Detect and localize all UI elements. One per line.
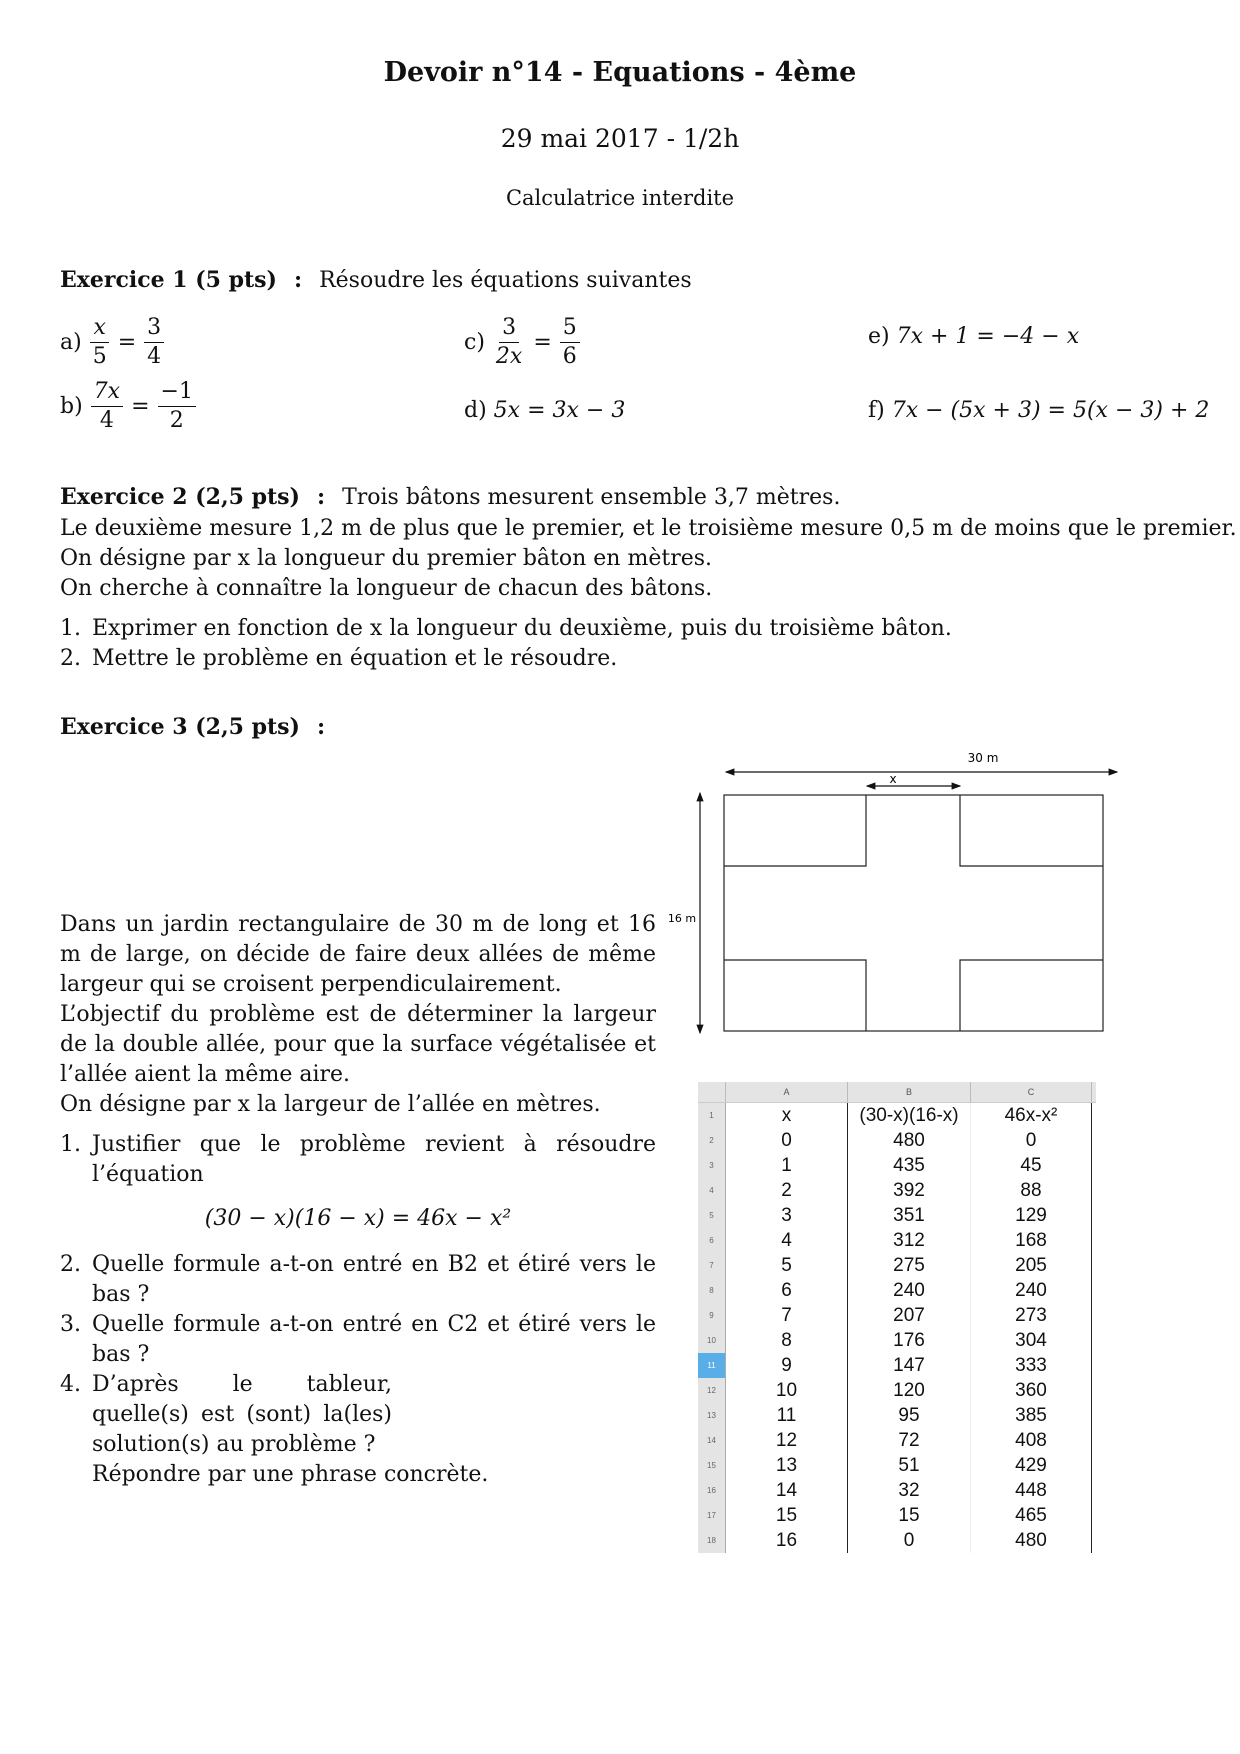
- numerator: 5: [560, 314, 580, 343]
- numerator: 3: [144, 314, 164, 343]
- row-number[interactable]: 5: [698, 1203, 726, 1228]
- cell-c[interactable]: 408: [971, 1428, 1092, 1453]
- cell-c[interactable]: 429: [971, 1453, 1092, 1478]
- exercise-1-title: Exercice 1 (5 pts): [60, 267, 277, 293]
- number: 4.: [60, 1372, 81, 1397]
- table-row: [698, 1428, 1096, 1453]
- cell-a[interactable]: 7: [726, 1303, 848, 1328]
- label: a): [60, 330, 82, 355]
- column-header-c[interactable]: C: [971, 1082, 1092, 1102]
- label: d): [464, 398, 487, 423]
- text: Mettre le problème en équation et le résoudre.: [92, 646, 618, 671]
- cell-b[interactable]: 207: [848, 1303, 971, 1328]
- expression: 7x + 1 = −4 − x: [896, 324, 1080, 349]
- row-number[interactable]: 2: [698, 1128, 726, 1153]
- cell-a[interactable]: x: [726, 1103, 848, 1128]
- cell-a[interactable]: 8: [726, 1328, 848, 1353]
- table-row: [698, 1378, 1096, 1403]
- cell-a[interactable]: 13: [726, 1453, 848, 1478]
- cell-b[interactable]: 0: [848, 1528, 971, 1553]
- cell-a[interactable]: 15: [726, 1503, 848, 1528]
- row-number[interactable]: 4: [698, 1178, 726, 1203]
- cell-b[interactable]: 72: [848, 1428, 971, 1453]
- cell-b[interactable]: 312: [848, 1228, 971, 1253]
- cell-c[interactable]: 129: [971, 1203, 1092, 1228]
- row-number[interactable]: 18: [698, 1528, 726, 1553]
- cell-a[interactable]: 3: [726, 1203, 848, 1228]
- table-row: [698, 1503, 1096, 1528]
- cell-b[interactable]: 275: [848, 1253, 971, 1278]
- row-number[interactable]: 3: [698, 1153, 726, 1178]
- table-row: [698, 1453, 1096, 1478]
- garden-outline: [724, 795, 1103, 1031]
- question-3: [60, 1310, 656, 1370]
- cell-c[interactable]: 273: [971, 1303, 1092, 1328]
- numerator: −1: [158, 378, 196, 407]
- expression: 5x = 3x − 3: [493, 398, 626, 423]
- row-number[interactable]: 12: [698, 1378, 726, 1403]
- table-row: [698, 1103, 1096, 1128]
- cell-c[interactable]: 46x-x²: [971, 1103, 1092, 1128]
- height-label: 16 m: [667, 912, 697, 925]
- denominator: 2x: [495, 344, 523, 369]
- cell-c[interactable]: 88: [971, 1178, 1092, 1203]
- table-row: [698, 1328, 1096, 1353]
- equals: =: [131, 394, 150, 419]
- alley-label: x: [889, 772, 897, 786]
- cell-c[interactable]: 205: [971, 1253, 1092, 1278]
- row-number[interactable]: 11: [698, 1353, 726, 1378]
- cell-b[interactable]: 15: [848, 1503, 971, 1528]
- table-row: [698, 1478, 1096, 1503]
- table-row: [698, 1278, 1096, 1303]
- cell-b[interactable]: 480: [848, 1128, 971, 1153]
- cell-b[interactable]: 240: [848, 1278, 971, 1303]
- width-label: 30 m: [967, 751, 999, 765]
- equals: =: [533, 330, 552, 355]
- cell-b[interactable]: 32: [848, 1478, 971, 1503]
- exercise-3-title: Exercice 3 (2,5 pts): [60, 714, 300, 740]
- exam-date: 29 mai 2017 - 1/2h: [500, 124, 740, 153]
- exercise-2-intro: Trois bâtons mesurent ensemble 3,7 mètres.: [342, 485, 841, 510]
- colon: :: [293, 267, 303, 293]
- row-number[interactable]: 16: [698, 1478, 726, 1503]
- label: c): [464, 330, 485, 355]
- cell-b[interactable]: 176: [848, 1328, 971, 1353]
- cell-b[interactable]: 95: [848, 1403, 971, 1428]
- cell-b[interactable]: 351: [848, 1203, 971, 1228]
- cell-a[interactable]: 10: [726, 1378, 848, 1403]
- cell-a[interactable]: 9: [726, 1353, 848, 1378]
- row-number[interactable]: 15: [698, 1453, 726, 1478]
- row-number[interactable]: 7: [698, 1253, 726, 1278]
- table-row: [698, 1228, 1096, 1253]
- calculator-note: Calculatrice interdite: [505, 186, 735, 210]
- exercise-2-title: Exercice 2 (2,5 pts): [60, 484, 300, 510]
- text-line: On cherche à connaître la longueur de chacun des bâtons.: [60, 576, 713, 601]
- numerator: 3: [499, 314, 519, 343]
- cell-c[interactable]: 45: [971, 1153, 1092, 1178]
- cell-b[interactable]: (30-x)(16-x): [848, 1103, 971, 1128]
- cell-a[interactable]: 16: [726, 1528, 848, 1553]
- label: b): [60, 394, 83, 419]
- cell-c[interactable]: 465: [971, 1503, 1092, 1528]
- colon: :: [316, 714, 326, 740]
- row-number[interactable]: 6: [698, 1228, 726, 1253]
- number: 2.: [60, 646, 81, 671]
- cell-a[interactable]: 11: [726, 1403, 848, 1428]
- cell-b[interactable]: 120: [848, 1378, 971, 1403]
- question-4-instruction: Répondre par une phrase concrète.: [92, 1462, 489, 1487]
- text: Quelle formule a-t-on entré en C2 et étiré vers le bas ?: [92, 1312, 656, 1367]
- denominator: 4: [99, 408, 114, 433]
- equals: =: [117, 330, 137, 355]
- text: D’après le tableur, quelle(s) est (sont) la(les) solution(s) au problème ?: [92, 1372, 392, 1457]
- cell-c[interactable]: 480: [971, 1528, 1092, 1553]
- cell-b[interactable]: 51: [848, 1453, 971, 1478]
- text: Exprimer en fonction de x la longueur du deuxième, puis du troisième bâton.: [92, 616, 952, 641]
- exercise-1-instruction: Résoudre les équations suivantes: [319, 268, 692, 293]
- expression: 7x − (5x + 3) = 5(x − 3) + 2: [891, 398, 1210, 423]
- question-4: [60, 1370, 656, 1460]
- cell-a[interactable]: 14: [726, 1478, 848, 1503]
- colon: :: [316, 484, 326, 510]
- row-number[interactable]: 8: [698, 1278, 726, 1303]
- denominator: 4: [147, 344, 162, 369]
- row-number[interactable]: 1: [698, 1103, 726, 1128]
- table-row: [698, 1153, 1096, 1178]
- cell-c[interactable]: 333: [971, 1353, 1092, 1378]
- column-header-a[interactable]: A: [726, 1082, 848, 1102]
- table-row: [698, 1403, 1096, 1428]
- row-number[interactable]: 13: [698, 1403, 726, 1428]
- table-row: [698, 1203, 1096, 1228]
- cell-a[interactable]: 5: [726, 1253, 848, 1278]
- label: f): [868, 398, 885, 423]
- denominator: 5: [92, 344, 107, 369]
- numerator: 7x: [93, 379, 121, 404]
- paragraph: Dans un jardin rectangulaire de 30 m de long et 16 m de large, on décide de faire deux allées de même largeur qui se croisent perpendiculairement.: [60, 912, 656, 997]
- cell-c[interactable]: 0: [971, 1128, 1092, 1153]
- table-row: [698, 1128, 1096, 1153]
- page-title: Devoir n°14 - Equations - 4ème: [383, 57, 857, 88]
- spreadsheet: [698, 1082, 1096, 1553]
- question-1: [60, 1130, 656, 1190]
- row-number[interactable]: 14: [698, 1428, 726, 1453]
- cell-b[interactable]: 435: [848, 1153, 971, 1178]
- table-row: [698, 1178, 1096, 1203]
- cell-a[interactable]: 0: [726, 1128, 848, 1153]
- label: e): [868, 324, 890, 349]
- row-number[interactable]: 10: [698, 1328, 726, 1353]
- equation: (30 − x)(16 − x) = 46x − x²: [204, 1206, 512, 1231]
- table-row: [698, 1528, 1096, 1553]
- number: 1.: [60, 616, 81, 641]
- paragraph: On désigne par x la largeur de l’allée en mètres.: [60, 1092, 601, 1117]
- cell-b[interactable]: 392: [848, 1178, 971, 1203]
- number: 2.: [60, 1252, 81, 1277]
- column-headers: [698, 1082, 1096, 1103]
- cell-a[interactable]: 1: [726, 1153, 848, 1178]
- cell-c[interactable]: 168: [971, 1228, 1092, 1253]
- text: Quelle formule a-t-on entré en B2 et étiré vers le bas ?: [92, 1252, 656, 1307]
- cell-c[interactable]: 360: [971, 1378, 1092, 1403]
- row-number[interactable]: 9: [698, 1303, 726, 1328]
- denominator: 6: [562, 344, 577, 369]
- cell-c[interactable]: 385: [971, 1403, 1092, 1428]
- column-header-b[interactable]: B: [848, 1082, 971, 1102]
- cell-a[interactable]: 6: [726, 1278, 848, 1303]
- text-line: Le deuxième mesure 1,2 m de plus que le premier, et le troisième mesure 0,5 m de moins que le premier.: [60, 516, 1237, 541]
- denominator: 2: [169, 408, 184, 433]
- table-row: [698, 1253, 1096, 1278]
- question-2: [60, 1250, 656, 1310]
- numerator: x: [93, 315, 106, 340]
- number: 1.: [60, 1132, 81, 1157]
- table-row: [698, 1353, 1096, 1378]
- number: 3.: [60, 1312, 81, 1337]
- cell-c[interactable]: 448: [971, 1478, 1092, 1503]
- cell-a[interactable]: 4: [726, 1228, 848, 1253]
- cell-c[interactable]: 240: [971, 1278, 1092, 1303]
- cell-a[interactable]: 2: [726, 1178, 848, 1203]
- row-number[interactable]: 17: [698, 1503, 726, 1528]
- cell-b[interactable]: 147: [848, 1353, 971, 1378]
- table-row: [698, 1303, 1096, 1328]
- text-line: On désigne par x la longueur du premier bâton en mètres.: [60, 546, 713, 571]
- paragraph: L’objectif du problème est de déterminer la largeur de la double allée, pour que la surface végétalisée et l’allée aient la même aire.: [60, 1002, 656, 1087]
- text: Justifier que le problème revient à résoudre l’équation: [92, 1132, 656, 1187]
- cell-a[interactable]: 12: [726, 1428, 848, 1453]
- cell-c[interactable]: 304: [971, 1328, 1092, 1353]
